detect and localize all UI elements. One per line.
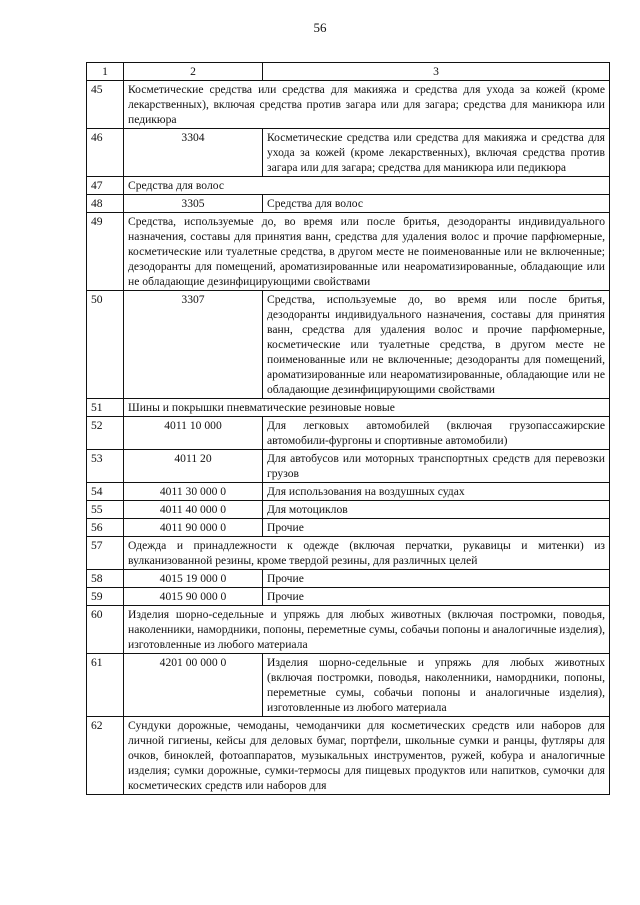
- item-description: Изделия шорно-седельные и упряжь для любых животных (включая постромки, поводья, наколенники, намордники, попоны, переметные сумы, собачьи попоны и аналогичные изделия), изготовленные из любого материала: [263, 654, 610, 717]
- tnved-code: 4011 10 000: [124, 417, 263, 450]
- row-number: 48: [87, 195, 124, 213]
- group-heading: Шины и покрышки пневматические резиновые новые: [124, 399, 610, 417]
- row-number: 58: [87, 570, 124, 588]
- row-number: 54: [87, 483, 124, 501]
- table-row: [87, 417, 610, 450]
- column-header: 1: [87, 63, 124, 81]
- row-number: 51: [87, 399, 124, 417]
- table-row: [87, 399, 610, 417]
- tnved-code: 3307: [124, 291, 263, 399]
- row-number: 62: [87, 717, 124, 795]
- table-row: [87, 654, 610, 717]
- column-header: 3: [263, 63, 610, 81]
- table-row: [87, 606, 610, 654]
- tnved-code: 4011 90 000 0: [124, 519, 263, 537]
- table-header-row: [87, 63, 610, 81]
- row-number: 47: [87, 177, 124, 195]
- row-number: 61: [87, 654, 124, 717]
- table-row: [87, 519, 610, 537]
- table-row: [87, 570, 610, 588]
- row-number: 56: [87, 519, 124, 537]
- tnved-code: 3305: [124, 195, 263, 213]
- group-heading: Косметические средства или средства для макияжа и средства для ухода за кожей (кроме лекарственных), включая средства против загара или для загара; средства для маникюра или педикюра: [124, 81, 610, 129]
- table-row: [87, 450, 610, 483]
- table-row: [87, 129, 610, 177]
- item-description: Прочие: [263, 570, 610, 588]
- item-description: Прочие: [263, 588, 610, 606]
- tnved-code: 4015 19 000 0: [124, 570, 263, 588]
- item-description: Средства, используемые до, во время или после бритья, дезодоранты индивидуального назначения, составы для принятия ванн, средства для удаления волос и прочие парфюмерные, косметические или туалетные средства, в другом месте не поименованные или не включенные; дезодоранты для помещений, ароматизированные или неароматизированные, обладающие или не обладающие дезинфицирующими свойствами: [263, 291, 610, 399]
- item-description: Средства для волос: [263, 195, 610, 213]
- table-row: [87, 195, 610, 213]
- tnved-code: 4201 00 000 0: [124, 654, 263, 717]
- table-row: [87, 177, 610, 195]
- page-number: 56: [313, 20, 327, 35]
- group-heading: Изделия шорно-седельные и упряжь для любых животных (включая постромки, поводья, наколенники, намордники, попоны, переметные сумы, собачьи попоны и аналогичные изделия), изготовленные из любого материала: [124, 606, 610, 654]
- item-description: Для мотоциклов: [263, 501, 610, 519]
- group-heading: Средства, используемые до, во время или после бритья, дезодоранты индивидуального назначения, составы для принятия ванн, средства для удаления волос и прочие парфюмерные, косметические или туалетные средства, в другом месте не поименованные или не включенные; дезодоранты для помещений, ароматизированные или неароматизированные, обладающие или не обладающие дезинфицирующими свойствами: [124, 213, 610, 291]
- row-number: 45: [87, 81, 124, 129]
- group-heading: Средства для волос: [124, 177, 610, 195]
- table-row: [87, 213, 610, 291]
- row-number: 59: [87, 588, 124, 606]
- column-header: 2: [124, 63, 263, 81]
- row-number: 57: [87, 537, 124, 570]
- row-number: 55: [87, 501, 124, 519]
- document-table: [86, 62, 610, 795]
- row-number: 53: [87, 450, 124, 483]
- tnved-code: 3304: [124, 129, 263, 177]
- table-row: [87, 588, 610, 606]
- tnved-code: 4015 90 000 0: [124, 588, 263, 606]
- table-row: [87, 483, 610, 501]
- tnved-code: 4011 30 000 0: [124, 483, 263, 501]
- table-row: [87, 291, 610, 399]
- table-row: [87, 537, 610, 570]
- item-description: Для легковых автомобилей (включая грузопассажирские автомобили-фургоны и спортивные автомобили): [263, 417, 610, 450]
- tnved-code: 4011 20: [124, 450, 263, 483]
- row-number: 60: [87, 606, 124, 654]
- group-heading: Сундуки дорожные, чемоданы, чемоданчики для косметических средств или наборов для личной гигиены, кейсы для деловых бумаг, портфели, школьные сумки и ранцы, футляры для очков, биноклей, фотоаппаратов, музыкальных инструментов, ружей, кобура и аналогичные изделия; сумки дорожные, сумки-термосы для пищевых продуктов или напитков, сумочки для косметических средств или наборов для: [124, 717, 610, 795]
- row-number: 49: [87, 213, 124, 291]
- item-description: Косметические средства или средства для макияжа и средства для ухода за кожей (кроме лекарственных), включая средства против загара или для загара; средства для маникюра или педикюра: [263, 129, 610, 177]
- tnved-code: 4011 40 000 0: [124, 501, 263, 519]
- table-row: [87, 81, 610, 129]
- row-number: 46: [87, 129, 124, 177]
- item-description: Прочие: [263, 519, 610, 537]
- group-heading: Одежда и принадлежности к одежде (включая перчатки, рукавицы и митенки) из вулканизованной резины, кроме твердой резины, для различных целей: [124, 537, 610, 570]
- table-row: [87, 717, 610, 795]
- item-description: Для использования на воздушных судах: [263, 483, 610, 501]
- row-number: 52: [87, 417, 124, 450]
- table-row: [87, 501, 610, 519]
- row-number: 50: [87, 291, 124, 399]
- item-description: Для автобусов или моторных транспортных средств для перевозки грузов: [263, 450, 610, 483]
